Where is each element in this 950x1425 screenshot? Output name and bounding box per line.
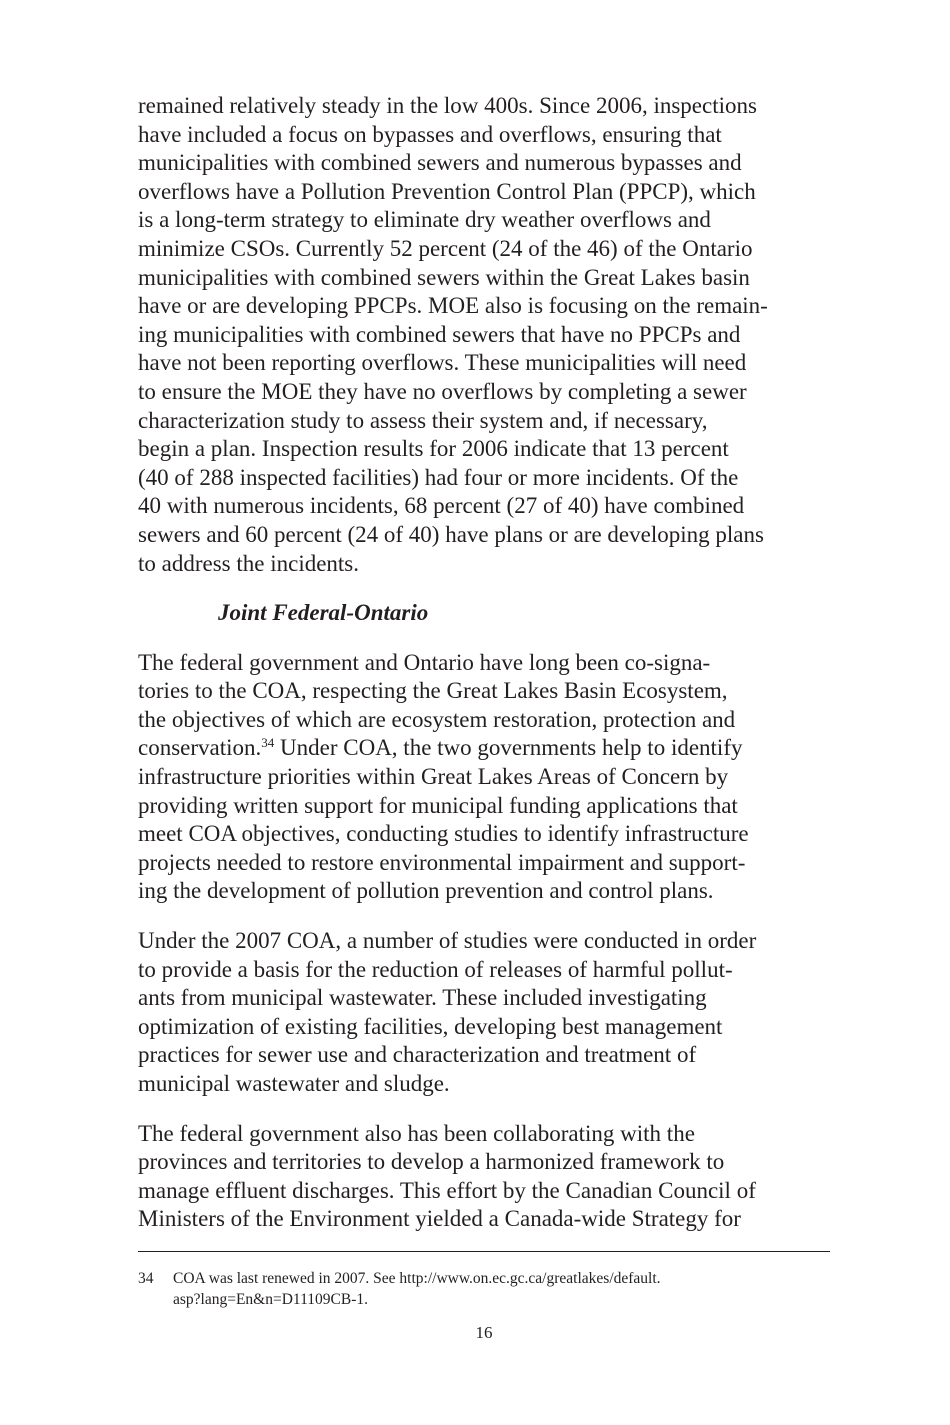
footnote-line: COA was last renewed in 2007. See http://www.on.ec.gc.ca/greatlakes/default. <box>173 1270 661 1287</box>
text-line: is a long-term strategy to eliminate dry weather overflows and <box>138 207 711 233</box>
text-line: remained relatively steady in the low 400s. Since 2006, inspections <box>138 93 757 118</box>
text-line: (40 of 288 inspected facilities) had four or more incidents. Of the <box>138 464 739 490</box>
text-line: have not been reporting overflows. These municipalities will need <box>138 350 747 376</box>
text-line: ants from municipal wastewater. These included investigating <box>138 985 707 1011</box>
text-line: tories to the COA, respecting the Great Lakes Basin Ecosystem, <box>138 678 728 704</box>
text-line: provinces and territories to develop a harmonized framework to <box>138 1149 725 1175</box>
section-heading: Joint Federal-Ontario <box>218 600 429 626</box>
text-line: overflows have a Pollution Prevention Control Plan (PPCP), which <box>138 178 756 204</box>
text-line: Under the 2007 COA, a number of studies were conducted in order <box>138 928 757 954</box>
text-line: have or are developing PPCPs. MOE also is focusing on the remain- <box>138 293 768 319</box>
text-line: manage effluent discharges. This effort by the Canadian Council of <box>138 1177 756 1203</box>
paragraph-inspections <box>138 92 838 578</box>
text-line: to address the incidents. <box>138 550 360 576</box>
text-line: characterization study to assess their system and, if necessary, <box>138 407 708 433</box>
text-line: the objectives of which are ecosystem restoration, protection and <box>138 706 736 732</box>
text-line: Ministers of the Environment yielded a Canada-wide Strategy for <box>138 1206 741 1232</box>
text-line: ing the development of pollution prevention and control plans. <box>138 878 714 904</box>
text-line: have included a focus on bypasses and overflows, ensuring that <box>138 121 722 147</box>
text-line: sewers and 60 percent (24 of 40) have plans or are developing plans <box>138 521 764 547</box>
text-line: municipalities with combined sewers within the Great Lakes basin <box>138 264 750 290</box>
text-line: infrastructure priorities within Great Lakes Areas of Concern by <box>138 764 729 790</box>
text-line: The federal government also has been collaborating with the <box>138 1120 695 1146</box>
body-text <box>138 92 838 1255</box>
paragraph-coa <box>138 649 838 906</box>
text-line: conservation.$^{34}$ Under COA, the two governments help to identify <box>138 735 743 761</box>
text-line: to provide a basis for the reduction of releases of harmful pollut- <box>138 956 733 982</box>
footnote-divider <box>138 1251 830 1252</box>
paragraph-federal <box>138 1120 838 1234</box>
text-line: providing written support for municipal funding applications that <box>138 792 738 818</box>
text-line: 40 with numerous incidents, 68 percent (27 of 40) have combined <box>138 493 745 519</box>
text-line: ing municipalities with combined sewers that have no PPCPs and <box>138 321 741 347</box>
text-line: minimize CSOs. Currently 52 percent (24 of the 46) of the Ontario <box>138 235 753 261</box>
text-line: municipal wastewater and sludge. <box>138 1071 450 1096</box>
text-line: optimization of existing facilities, developing best management <box>138 1013 723 1039</box>
text-line: begin a plan. Inspection results for 2006 indicate that 13 percent <box>138 436 729 462</box>
footnote-number: 34 <box>138 1270 154 1287</box>
text-line: municipalities with combined sewers and numerous bypasses and <box>138 150 742 176</box>
text-line: projects needed to restore environmental impairment and support- <box>138 849 746 875</box>
paragraph-studies <box>138 927 838 1099</box>
text-line: meet COA objectives, conducting studies to identify infrastructure <box>138 821 749 847</box>
text-line: The federal government and Ontario have long been co-signa- <box>138 649 711 675</box>
page-number: 16 <box>475 1323 493 1342</box>
footnote-line: asp?lang=En&n=D11109CB-1. <box>173 1291 368 1308</box>
footnote <box>138 1268 661 1310</box>
text-line: practices for sewer use and characterization and treatment of <box>138 1042 697 1068</box>
footnote-ref[interactable]: 34 <box>261 735 275 751</box>
text-line: to ensure the MOE they have no overflows by completing a sewer <box>138 378 747 404</box>
